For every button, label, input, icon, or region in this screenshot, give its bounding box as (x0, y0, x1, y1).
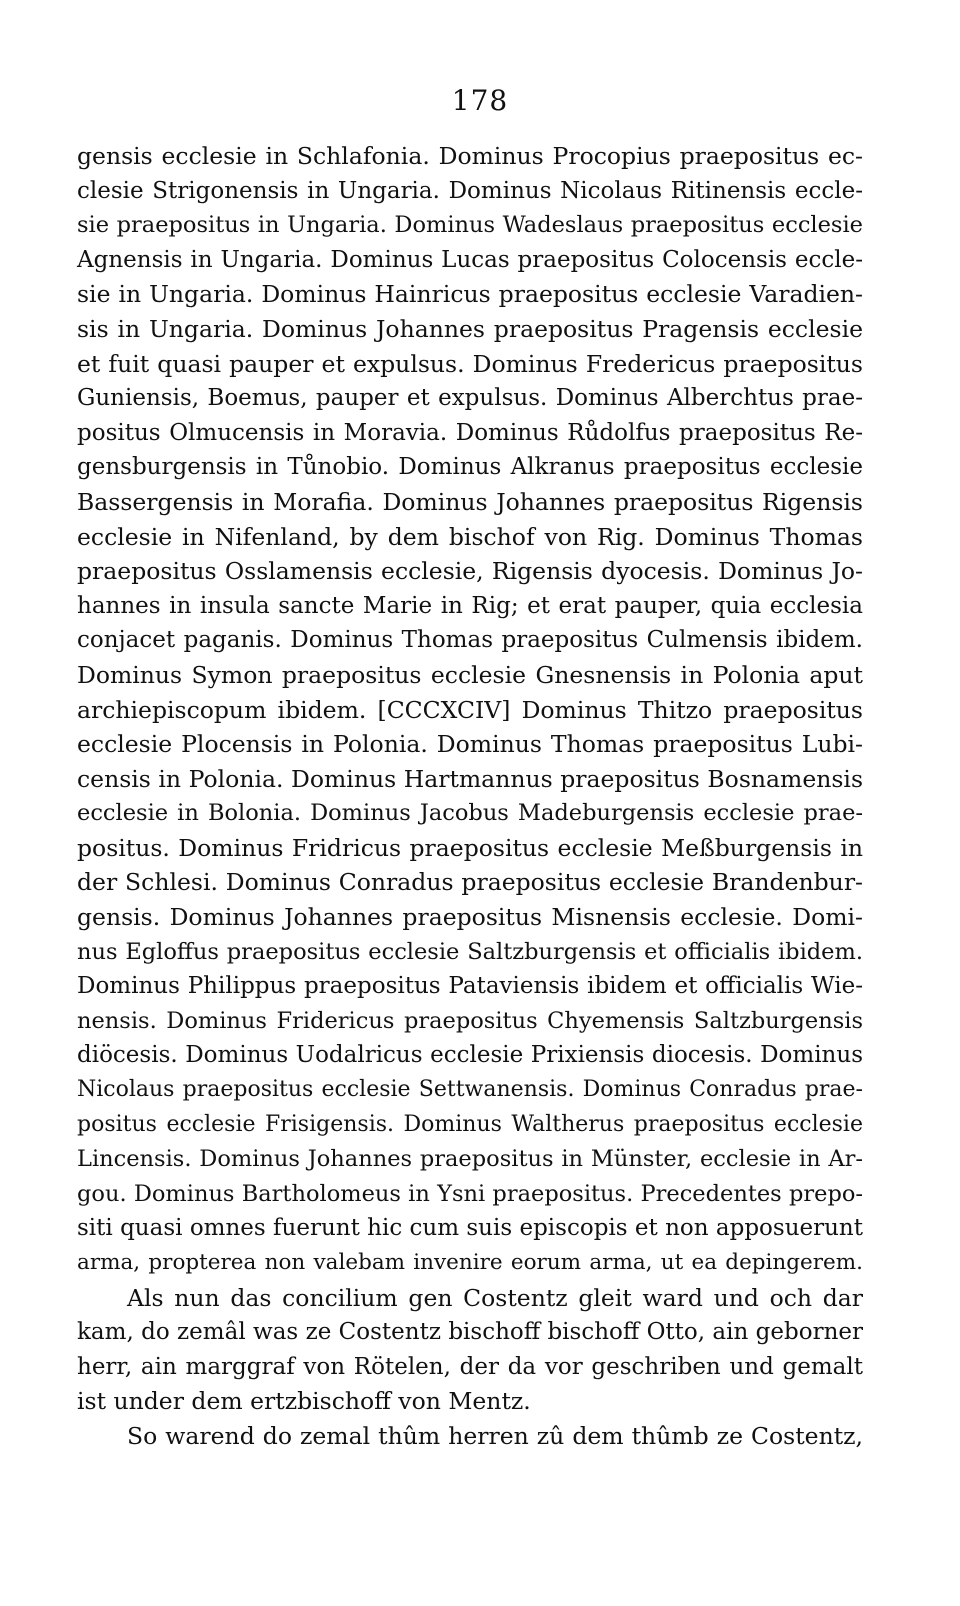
text-line: der Schlesi. Dominus Conradus praepositus ecclesie Brandenbur- (77, 868, 863, 897)
text-line: hannes in insula sancte Marie in Rig; et erat pauper, quia ecclesia (77, 592, 863, 619)
text-line: sie in Ungaria. Dominus Hainricus praepositus ecclesie Varadien- (77, 280, 863, 309)
text-line: nensis. Dominus Fridericus praepositus Chyemensis Saltzburgensis (77, 1007, 863, 1034)
text-line: diöcesis. Dominus Uodalricus ecclesie Prixiensis diocesis. Dominus (77, 1042, 863, 1069)
paragraph-first-line: Als nun das concilium gen Costentz gleit ward und och dar (127, 1283, 863, 1312)
text-line: Dominus Symon praepositus ecclesie Gnesnensis in Polonia aput (77, 660, 863, 689)
text-line: gensburgensis in Tůnobio. Dominus Alkranus praepositus ecclesie (77, 454, 863, 481)
text-line: praepositus Osslamensis ecclesie, Rigensis dyocesis. Dominus Jo- (77, 557, 863, 586)
text-line: positus Olmucensis in Moravia. Dominus Růdolfus praepositus Re- (77, 419, 863, 446)
text-line: gensis ecclesie in Schlafonia. Dominus Procopius praepositus ec- (77, 142, 863, 170)
text-line: arma, propterea non valebam invenire eorum arma, ut ea depingerem. (77, 1250, 863, 1275)
text-line: clesie Strigonensis in Ungaria. Dominus Nicolaus Ritinensis eccle- (77, 177, 863, 204)
text-line: positus. Dominus Fridricus praepositus ecclesie Meßburgensis in (77, 833, 863, 862)
text-line: Dominus Philippus praepositus Pataviensis ibidem et officialis Wie- (77, 973, 863, 1000)
text-line: Nicolaus praepositus ecclesie Settwanensis. Dominus Conradus prae- (77, 1077, 863, 1103)
text-line: gou. Dominus Bartholomeus in Ysni praepositus. Precedentes prepo- (77, 1180, 863, 1207)
text-line: gensis. Dominus Johannes praepositus Misnensis ecclesie. Domi- (77, 903, 863, 932)
text-line: positus ecclesie Frisigensis. Dominus Waltherus praepositus ecclesie (77, 1111, 863, 1137)
text-line: herr, ain marggraf von Rötelen, der da vor geschriben und gemalt (77, 1353, 863, 1380)
text-line: Agnensis in Ungaria. Dominus Lucas praepositus Colocensis eccle- (77, 246, 863, 273)
text-line: Bassergensis in Morafia. Dominus Johannes praepositus Rigensis (77, 487, 863, 516)
text-line: ecclesie in Nifenland, by dem bischof von Rig. Dominus Thomas (77, 522, 863, 551)
text-line: ecclesie in Bolonia. Dominus Jacobus Madeburgensis ecclesie prae- (77, 800, 863, 827)
text-line: sis in Ungaria. Dominus Johannes praepositus Pragensis ecclesie (77, 314, 863, 343)
text-line: censis in Polonia. Dominus Hartmannus praepositus Bosnamensis (77, 764, 863, 793)
paragraph-last-line: ist under dem ertzbischoff von Mentz. (77, 1387, 531, 1416)
text-line: archiepiscopum ibidem. [CCCXCIV] Dominus Thitzo praepositus (77, 695, 863, 724)
page-number: 178 (451, 84, 509, 117)
text-line: sie praepositus in Ungaria. Dominus Wadeslaus praepositus ecclesie (77, 212, 863, 239)
text-line: siti quasi omnes fuerunt hic cum suis episcopis et non apposuerunt (77, 1215, 863, 1242)
text-line: Lincensis. Dominus Johannes praepositus in Münster, ecclesie in Ar- (77, 1146, 863, 1173)
text-line: et fuit quasi pauper et expulsus. Dominus Fredericus praepositus (77, 349, 863, 378)
body-text (77, 139, 863, 1454)
text-line: kam, do zemâl was ze Costentz bischoff bischoff Otto, ain geborner (77, 1319, 863, 1346)
paragraph-first-line: So warend do zemal thûm herren zû dem thûmb ze Costentz, (127, 1421, 863, 1450)
text-line: Guniensis, Boemus, pauper et expulsus. Dominus Alberchtus prae- (77, 385, 863, 412)
text-line: ecclesie Plocensis in Polonia. Dominus Thomas praepositus Lubi- (77, 730, 863, 759)
text-line: nus Egloffus praepositus ecclesie Saltzburgensis et officialis ibidem. (77, 938, 863, 965)
text-line: conjacet paganis. Dominus Thomas praepositus Culmensis ibidem. (77, 627, 863, 654)
